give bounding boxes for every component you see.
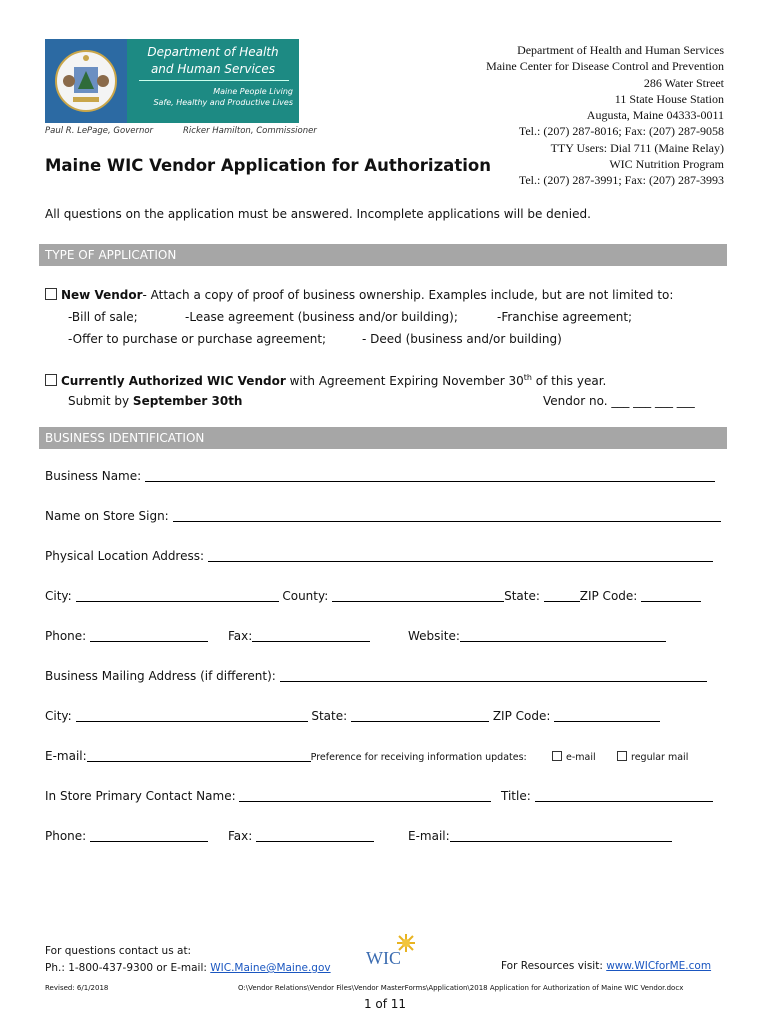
resources-link[interactable]: www.WICforME.com — [606, 960, 712, 972]
governor-signature: Paul R. LePage, Governor — [45, 126, 154, 136]
contact-email-field[interactable] — [450, 829, 672, 842]
wic-logo — [362, 930, 424, 976]
footer-phone: Ph.: 1-800-437-9300 or E-mail: — [45, 962, 211, 974]
footer-contact — [45, 943, 331, 977]
current-vendor-label: Currently Authorized WIC Vendor — [61, 374, 286, 388]
mailing-state-label: State: — [311, 709, 348, 723]
page-number: 1 of 11 — [363, 997, 407, 1011]
city-field[interactable] — [76, 589, 279, 602]
website-label: Website: — [408, 629, 460, 643]
pref-email-label: e-mail — [566, 752, 596, 763]
address-line: Maine Center for Disease Control and Prevention — [486, 59, 724, 74]
footer-questions: For questions contact us at: — [45, 945, 192, 957]
address-line: TTY Users: Dial 711 (Maine Relay) — [550, 140, 724, 155]
physical-address-label: Physical Location Address: — [45, 549, 205, 563]
address-line: Tel.: (207) 287-8016; Fax: (207) 287-9058 — [518, 124, 724, 139]
store-sign-field[interactable] — [173, 509, 721, 522]
example-item: -Bill of sale; — [68, 310, 138, 324]
section-header-business: BUSINESS IDENTIFICATION — [39, 427, 727, 449]
physical-address-field[interactable] — [208, 549, 713, 562]
vendor-number-field[interactable]: Vendor no. ___ ___ ___ ___ — [543, 394, 695, 408]
address-line: 11 State House Station — [614, 91, 724, 106]
contact-title-field[interactable] — [535, 789, 713, 802]
mailing-zip-field[interactable] — [554, 709, 660, 722]
new-vendor-checkbox[interactable] — [45, 288, 57, 300]
maine-seal-icon — [45, 39, 127, 123]
mailing-address-label: Business Mailing Address (if different): — [45, 669, 276, 683]
fax-label: Fax: — [228, 629, 253, 643]
example-item: - Deed (business and/or building) — [362, 332, 562, 346]
business-name-label: Business Name: — [45, 469, 142, 483]
preference-text: Preference for receiving information updates: — [310, 752, 527, 763]
revised-date: Revised: 6/1/2018 — [45, 984, 109, 992]
submit-date: September 30th — [132, 394, 243, 408]
footer-email-link[interactable]: WIC.Maine@Maine.gov — [210, 962, 331, 974]
page-title: Maine WIC Vendor Application for Authorization — [45, 156, 491, 175]
contact-title-label: Title: — [501, 789, 531, 803]
fax-field[interactable] — [252, 629, 370, 642]
county-field[interactable] — [332, 589, 504, 602]
county-label: County: — [282, 589, 329, 603]
logo-dept-line2: and Human Services — [150, 62, 276, 76]
contact-fax-label: Fax: — [228, 829, 253, 843]
superscript: th — [523, 373, 532, 382]
section-header-type: TYPE OF APPLICATION — [39, 244, 727, 266]
business-name-field[interactable] — [145, 469, 715, 482]
mailing-address-field[interactable] — [280, 669, 707, 682]
phone-field[interactable] — [90, 629, 208, 642]
store-sign-label: Name on Store Sign: — [45, 509, 169, 523]
logo-dept-line1: Department of Health — [147, 45, 279, 59]
address-line: Tel.: (207) 287-3991; Fax: (207) 287-3993 — [518, 173, 724, 188]
address-line: Augusta, Maine 04333-0011 — [586, 108, 724, 123]
contact-name-label: In Store Primary Contact Name: — [45, 789, 236, 803]
state-field[interactable] — [544, 589, 580, 602]
current-vendor-text: with Agreement Expiring November 30 — [285, 374, 524, 388]
example-item: -Offer to purchase or purchase agreement; — [68, 332, 327, 346]
commissioner-signature: Ricker Hamilton, Commissioner — [183, 126, 317, 136]
logo-band — [127, 39, 299, 123]
mailing-zip-label: ZIP Code: — [492, 709, 551, 723]
pref-email-checkbox[interactable] — [552, 751, 562, 761]
mailing-state-field[interactable] — [351, 709, 489, 722]
contact-name-field[interactable] — [239, 789, 491, 802]
example-item: -Lease agreement (business and/or building); — [185, 310, 458, 324]
current-vendor-checkbox[interactable] — [45, 374, 57, 386]
current-vendor-text-end: of this year. — [531, 374, 607, 388]
wic-logo-text: WIC — [366, 948, 401, 968]
mailing-city-label: City: — [45, 709, 72, 723]
city-label: City: — [45, 589, 72, 603]
email-label: E-mail: — [45, 749, 87, 763]
website-field[interactable] — [460, 629, 666, 642]
email-field[interactable] — [87, 749, 311, 762]
address-line: 286 Water Street — [643, 75, 724, 90]
contact-phone-label: Phone: — [45, 829, 87, 843]
pref-mail-checkbox[interactable] — [617, 751, 627, 761]
agency-address — [486, 42, 724, 189]
submit-by-text: Submit by — [68, 394, 133, 408]
footer-resources — [501, 960, 711, 972]
mailing-city-field[interactable] — [76, 709, 308, 722]
logo-tagline1: Maine People Living — [213, 87, 293, 96]
resources-text: For Resources visit: — [501, 960, 607, 972]
contact-phone-field[interactable] — [90, 829, 208, 842]
zip-label: ZIP Code: — [579, 589, 638, 603]
contact-email-label: E-mail: — [408, 829, 450, 843]
new-vendor-text: - Attach a copy of proof of business ownership. Examples include, but are not limited to: — [142, 288, 674, 302]
address-line: WIC Nutrition Program — [609, 157, 724, 172]
example-item: -Franchise agreement; — [497, 310, 633, 324]
contact-fax-field[interactable] — [256, 829, 374, 842]
zip-field[interactable] — [641, 589, 701, 602]
phone-label: Phone: — [45, 629, 87, 643]
logo-tagline2: Safe, Healthy and Productive Lives — [153, 98, 293, 107]
file-path: O:\Vendor Relations\Vendor Files\Vendor MasterForms\Application\2018 Application for Authorization of Maine WIC Vendor.docx — [238, 984, 684, 992]
state-label: State: — [504, 589, 540, 603]
intro-text: All questions on the application must be answered. Incomplete applications will be denied. — [45, 207, 591, 221]
address-line: Department of Health and Human Services — [517, 43, 724, 57]
pref-mail-label: regular mail — [631, 752, 689, 763]
dhhs-logo — [45, 39, 299, 123]
new-vendor-label: New Vendor — [61, 288, 143, 302]
